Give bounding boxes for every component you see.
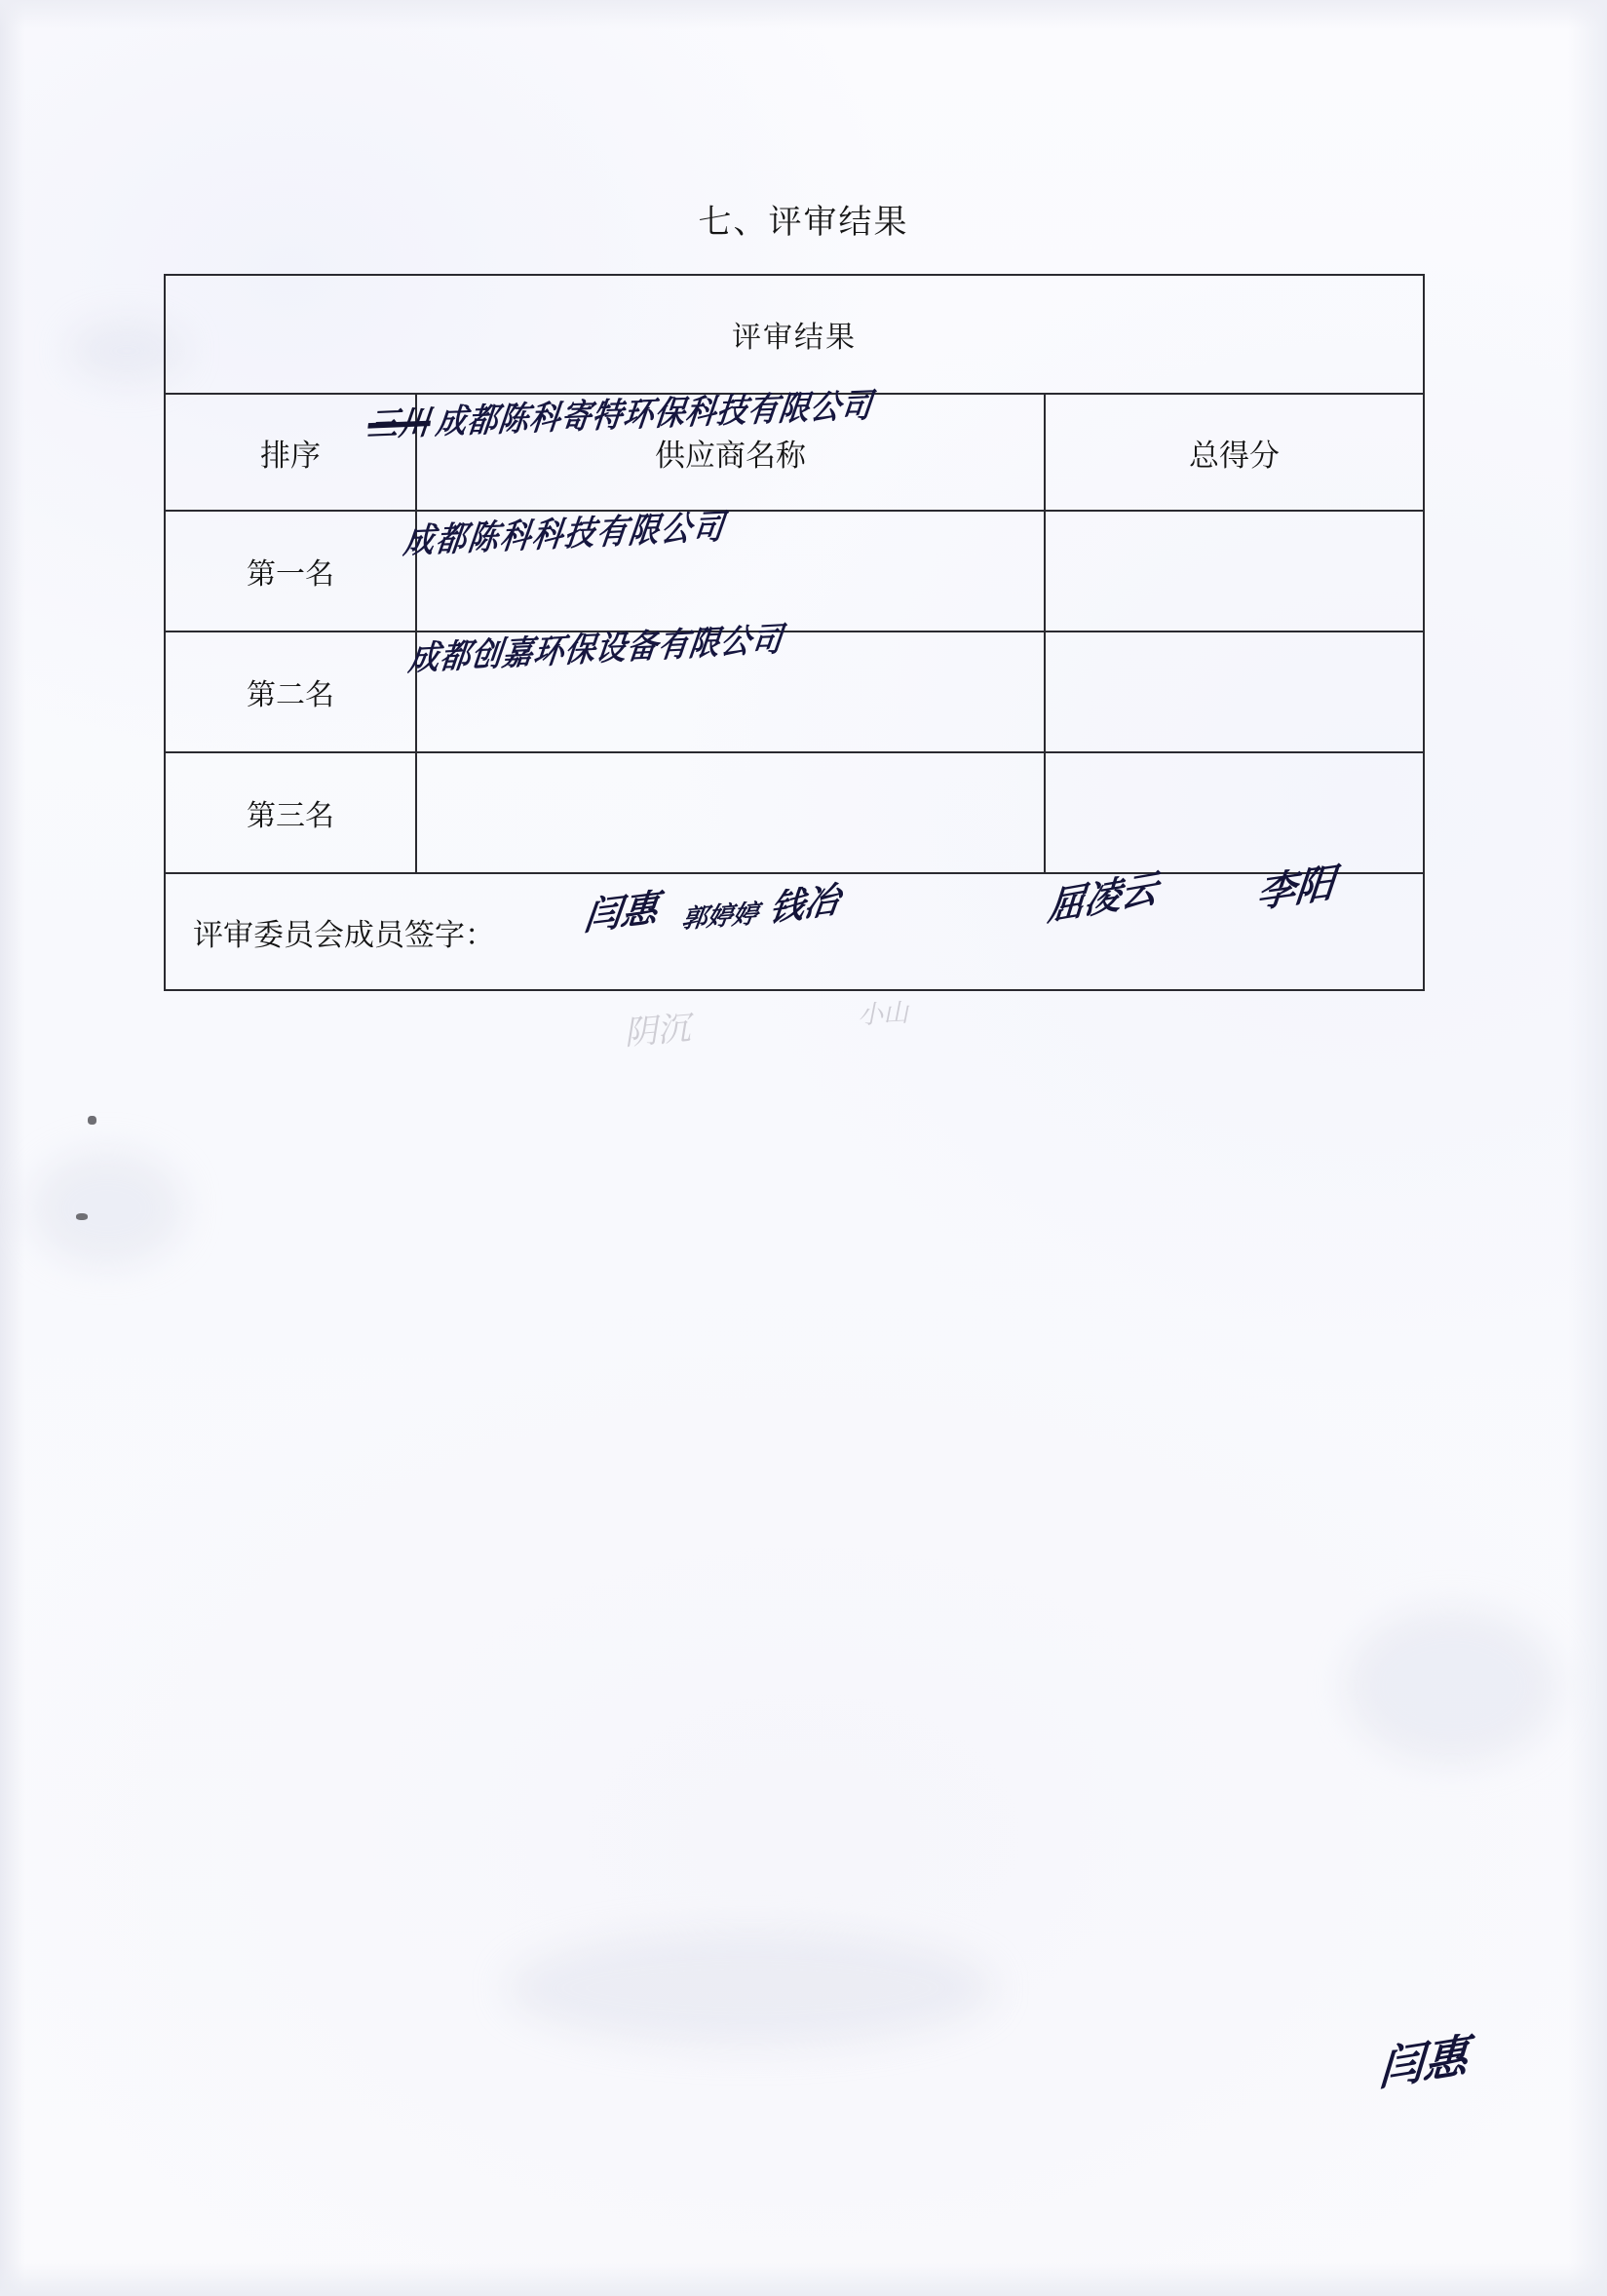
handwritten-supplier-1-text: 成都陈科寄特环保科技有限公司 [434,386,875,442]
committee-signature-2: 郭婷婷 [679,899,760,935]
handwritten-supplier-2: 成都陈科科技有限公司 [402,507,728,562]
table-title-row [165,275,1424,394]
page-edge-shadow-bottom [0,2263,1607,2296]
table-title: 评审结果 [165,275,1424,394]
column-header-supplier: 供应商名称 [416,394,1045,511]
paper-smudge [1345,1608,1559,1764]
score-cell [1045,511,1424,631]
paper-smudge [507,1930,994,2047]
signature-row [165,873,1424,990]
score-cell [1045,752,1424,873]
table-row [165,631,1424,752]
column-header-rank: 排序 [165,394,416,511]
committee-signature-3: 钱冶 [766,879,843,931]
rank-cell: 第三名 [165,752,416,873]
signature-row-label: 评审委员会成员签字： [165,873,1424,990]
faint-mark-1: 阴沉 [622,1009,692,1053]
supplier-cell [416,511,1045,631]
column-header-score: 总得分 [1045,394,1424,511]
bottom-page-signature: 闫惠 [1377,2028,1471,2096]
table-row [165,752,1424,873]
committee-signature-4: 屈凌云 [1046,865,1160,930]
paper-smudge [29,1150,185,1267]
committee-signature-1: 闫惠 [582,885,662,939]
supplier-cell [416,752,1045,873]
dust-speck [76,1213,88,1220]
score-cell [1045,631,1424,752]
page-edge-shadow-left [0,0,25,2296]
page-edge-shadow-top [0,0,1607,29]
evaluation-result-table [164,274,1425,991]
faint-mark-2: 小山 [857,998,909,1031]
rank-cell: 第二名 [165,631,416,752]
table-row [165,511,1424,631]
committee-signature-5: 李阳 [1254,860,1337,918]
supplier-cell [416,631,1045,752]
dust-speck [88,1116,96,1125]
table-header-row [165,394,1424,511]
handwritten-strikethrough: 三川 [365,402,434,445]
handwritten-supplier-3: 成都创嘉环保设备有限公司 [406,620,785,679]
page-edge-shadow-right [1568,0,1607,2296]
page-title: 七、评审结果 [698,205,909,241]
rank-cell: 第一名 [165,511,416,631]
